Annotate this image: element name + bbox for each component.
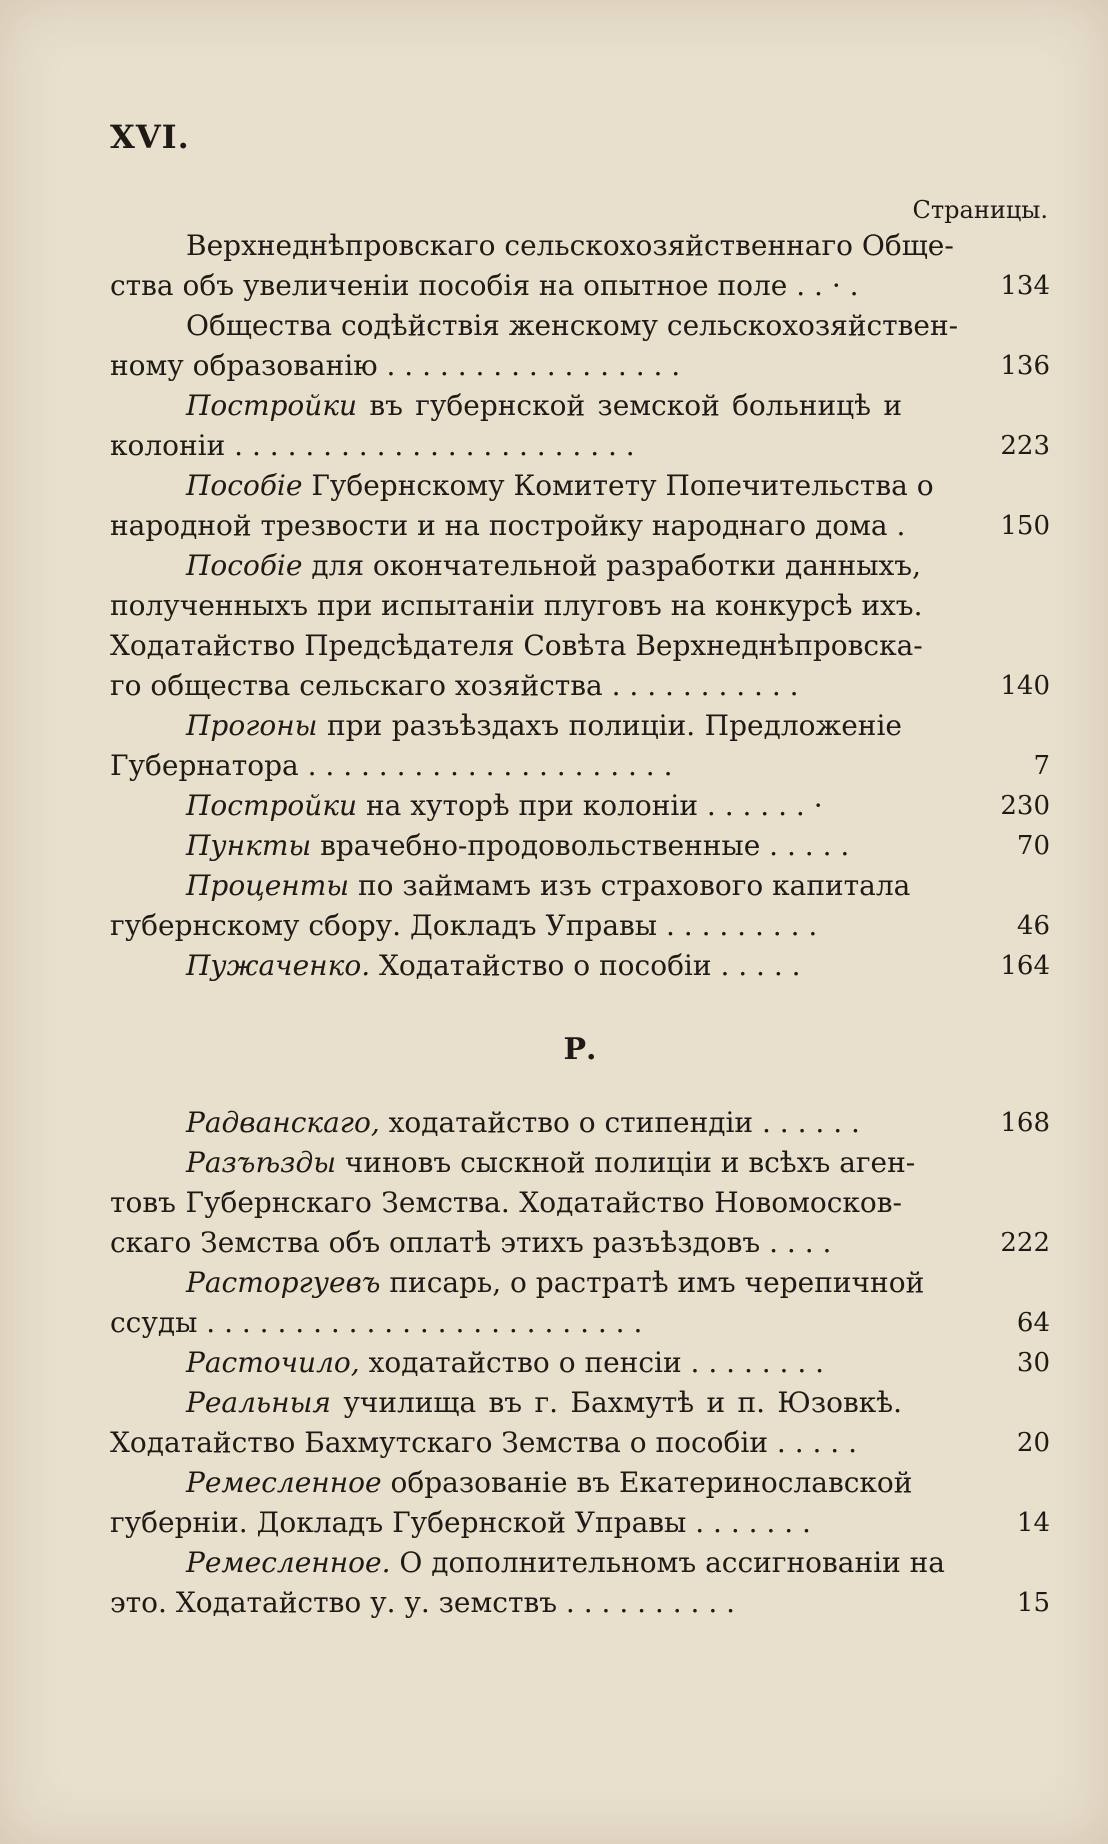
entry-text: Ходатайство Предсѣдателя Совѣта Верхнеднѣпровска- (110, 629, 923, 662)
page-reference: 230 (1000, 791, 1050, 821)
entry-text: для окончательной разработки данныхъ, (302, 549, 922, 582)
index-entry (110, 466, 1050, 546)
entry-keyword: Разъѣзды (186, 1146, 336, 1179)
entry-keyword: Пункты (186, 829, 312, 862)
entry-keyword: Реальныя (186, 1386, 331, 1419)
page-number: XVI. (110, 118, 190, 156)
entry-text: полученныхъ при испытаніи плуговъ на конкурсѣ ихъ. (110, 589, 923, 622)
entry-line (110, 346, 902, 386)
entry-keyword: Ремесленное. (186, 1546, 391, 1579)
index-entry (110, 1143, 1050, 1263)
entry-line (110, 1383, 902, 1423)
entry-group-p (110, 226, 1050, 986)
entry-text: чиновъ сыскной полиціи и всѣхъ аген- (336, 1146, 916, 1179)
index-entry (110, 226, 1050, 306)
entry-line (110, 906, 902, 946)
page-reference: 14 (1016, 1508, 1050, 1538)
index-entries (110, 226, 1050, 1623)
entry-text: на хуторѣ при колоніи . . . . . . · (357, 789, 823, 822)
entry-text: го общества сельскаго хозяйства . . . . . . . . . . . (110, 669, 799, 702)
entry-text: губерніи. Докладъ Губернской Управы . . . . . . . (110, 1506, 811, 1539)
entry-text: ства объ увеличеніи пособія на опытное поле . . · . (110, 269, 859, 302)
entry-line (110, 666, 902, 706)
entry-text: при разъѣздахъ полиціи. Предложеніе (317, 709, 902, 742)
index-entry (110, 826, 1050, 866)
entry-line (110, 706, 902, 746)
entry-text: колоніи . . . . . . . . . . . . . . . . . . . . . . . (110, 429, 635, 462)
page-reference: 134 (1000, 271, 1050, 301)
entry-line (110, 586, 923, 626)
page-reference: 46 (1016, 911, 1050, 941)
page-reference: 164 (1000, 951, 1050, 981)
section-letter: Р. (563, 1032, 597, 1067)
entry-line (110, 1263, 925, 1303)
entry-text: товъ Губернскаго Земства. Ходатайство Новомосков- (110, 1186, 902, 1219)
page-reference: 15 (1016, 1588, 1050, 1618)
column-header: Страницы. (912, 196, 1048, 224)
page-reference: 64 (1016, 1308, 1050, 1338)
page-reference: 222 (1000, 1228, 1050, 1258)
entry-keyword: Проценты (186, 869, 350, 902)
entry-line (110, 386, 902, 426)
entry-line (110, 1463, 913, 1503)
entry-text: Ходатайство Бахмутскаго Земства о пособіи . . . . . (110, 1426, 857, 1459)
index-entry (110, 546, 1050, 706)
index-entry (110, 1543, 1050, 1623)
entry-text: Губернскому Комитету Попечительства о (302, 469, 934, 502)
entry-text: ссуды . . . . . . . . . . . . . . . . . . . . . . . . . (110, 1306, 643, 1339)
entry-text: Губернатора . . . . . . . . . . . . . . . . . . . . . (110, 749, 673, 782)
entry-text: народной трезвости и на постройку народнаго дома . (110, 509, 906, 542)
entry-text: врачебно-продовольственные . . . . . (311, 829, 850, 862)
index-entry (110, 1383, 1050, 1463)
index-entry (110, 866, 1050, 946)
entry-line (110, 1183, 902, 1223)
entry-line (110, 786, 902, 826)
entry-line (110, 746, 902, 786)
entry-keyword: Прогоны (186, 709, 318, 742)
page-reference: 20 (1016, 1428, 1050, 1458)
page-reference: 140 (1000, 671, 1050, 701)
index-entry (110, 946, 1050, 986)
entry-text: Ходатайство о пособіи . . . . . (370, 949, 801, 982)
index-entry (110, 1463, 1050, 1543)
entry-text: ходатайство о пенсіи . . . . . . . . (359, 1346, 825, 1379)
entry-line (110, 266, 902, 306)
entry-line (110, 1103, 902, 1143)
entry-line (110, 1543, 945, 1583)
index-entry (110, 1103, 1050, 1143)
entry-line (110, 1503, 902, 1543)
entry-line (110, 226, 954, 266)
page-reference: 168 (1000, 1108, 1050, 1138)
entry-group-r (110, 1103, 1050, 1623)
index-entry (110, 786, 1050, 826)
entry-text: по займамъ изъ страхового капитала (349, 869, 911, 902)
entry-line (110, 626, 923, 666)
entry-keyword: Радванскаго, (186, 1106, 380, 1139)
entry-line (110, 1423, 902, 1463)
entry-keyword: Постройки (186, 789, 358, 822)
entry-text: это. Ходатайство у. у. земствъ . . . . . . . . . . (110, 1586, 736, 1619)
entry-text: училища въ г. Бахмутѣ и п. Юзовкѣ. (330, 1386, 902, 1419)
entry-line (110, 306, 959, 346)
entry-text: образованіе въ Екатеринославской (381, 1466, 913, 1499)
index-entry (110, 306, 1050, 386)
entry-text: скаго Земства объ оплатѣ этихъ разъѣздовъ . . . . (110, 1226, 832, 1259)
index-entry (110, 1343, 1050, 1383)
entry-text: губернскому сбору. Докладъ Управы . . . . . . . . . (110, 909, 818, 942)
entry-keyword: Ремесленное (186, 1466, 382, 1499)
entry-keyword: Пужаченко. (186, 949, 371, 982)
entry-text: Верхнеднѣпровскаго сельскохозяйственнаго Обще- (186, 229, 954, 262)
entry-line (110, 946, 902, 986)
entry-text: Общества содѣйствія женскому сельскохозяйствен- (186, 309, 959, 342)
entry-line (110, 1583, 902, 1623)
entry-line (110, 826, 902, 866)
entry-line (110, 1343, 902, 1383)
entry-text: ному образованію . . . . . . . . . . . . . . . . . (110, 349, 681, 382)
index-entry (110, 386, 1050, 466)
entry-line (110, 426, 902, 466)
entry-text: въ губернской земской больницѣ и (357, 389, 902, 422)
entry-text: О дополнительномъ ассигнованіи на (390, 1546, 945, 1579)
entry-line (110, 1143, 916, 1183)
entry-line (110, 466, 934, 506)
entry-keyword: Пособіе (186, 549, 303, 582)
entry-text: ходатайство о стипендіи . . . . . . (379, 1106, 860, 1139)
page-reference: 150 (1000, 511, 1050, 541)
entry-keyword: Пособіе (186, 469, 303, 502)
page-reference: 7 (1033, 751, 1050, 781)
entry-line (110, 1223, 902, 1263)
entry-line (110, 1303, 902, 1343)
index-entry (110, 706, 1050, 786)
page-reference: 70 (1016, 831, 1050, 861)
page-reference: 136 (1000, 351, 1050, 381)
entry-line (110, 866, 911, 906)
entry-line (110, 546, 922, 586)
entry-line (110, 506, 906, 546)
page-reference: 223 (1000, 431, 1050, 461)
entry-text: писарь, о растратѣ имъ черепичной (380, 1266, 925, 1299)
index-entry (110, 1263, 1050, 1343)
entry-keyword: Постройки (186, 389, 358, 422)
entry-keyword: Расточило, (186, 1346, 360, 1379)
page-reference: 30 (1016, 1348, 1050, 1378)
entry-keyword: Расторгуевъ (186, 1266, 381, 1299)
